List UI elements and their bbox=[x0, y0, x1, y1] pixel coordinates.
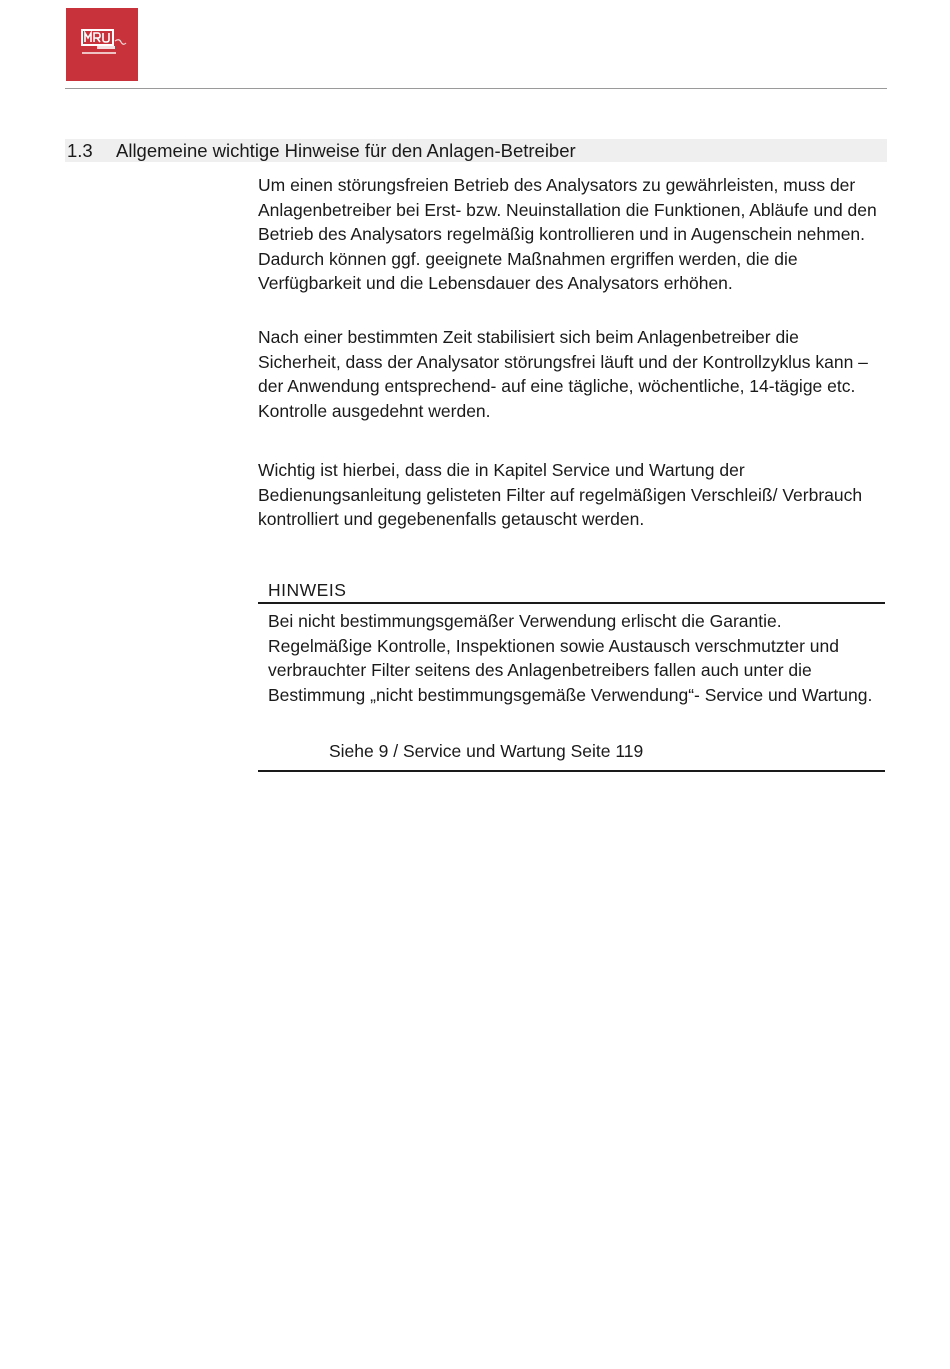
notice-heading: HINWEIS bbox=[268, 580, 347, 600]
notice-bottom-rule bbox=[258, 770, 885, 772]
company-logo bbox=[66, 8, 138, 81]
header-divider bbox=[65, 88, 887, 89]
mru-logo-icon bbox=[66, 8, 138, 81]
paragraph-operation: Um einen störungsfreien Betrieb des Analysators zu gewährleisten, muss der Anlagenbetreiber bei Erst- bzw. Neuinstallation die Funktionen, Abläufe und den Betrieb des Analysators regelmäßig kontrollieren und in Augenschein nehmen. Dadurch können ggf. geeignete Maßnahmen ergriffen werden, die die Verfügbarkeit und die Lebensdauer des Analysators erhöhen. bbox=[258, 175, 877, 293]
notice-text: Bei nicht bestimmungsgemäßer Verwendung erlischt die Garantie. Regelmäßige Kontrolle, Inspektionen sowie Austausch verschmutzter und verbrauchter Filter seitens des Anlagenbetreibers fallen auch unter die Bestimmung „nicht bestimmungsgemäße Verwendung“- Service und Wartung. bbox=[268, 611, 873, 705]
section-number: 1.3 bbox=[67, 140, 93, 161]
section-title: Allgemeine wichtige Hinweise für den Anlagen-Betreiber bbox=[116, 140, 576, 161]
section-heading bbox=[65, 139, 887, 162]
paragraph-control-cycle: Nach einer bestimmten Zeit stabilisiert sich beim Anlagenbetreiber die Sicherheit, dass der Analysator störungsfrei läuft und der Kontrollzyklus kann – der Anwendung entsprechend- auf eine tägliche, wöchentliche, 14-tägige etc. Kontrolle ausgedehnt werden. bbox=[258, 327, 868, 421]
notice-top-rule bbox=[258, 602, 885, 604]
notice-reference: Siehe 9 / Service und Wartung Seite 119 bbox=[329, 741, 644, 761]
paragraph-filters: Wichtig ist hierbei, dass die in Kapitel Service und Wartung der Bedienungsanleitung gelisteten Filter auf regelmäßigen Verschleiß/ Verbrauch kontrolliert und gegebenenfalls getauscht werden. bbox=[258, 460, 863, 529]
